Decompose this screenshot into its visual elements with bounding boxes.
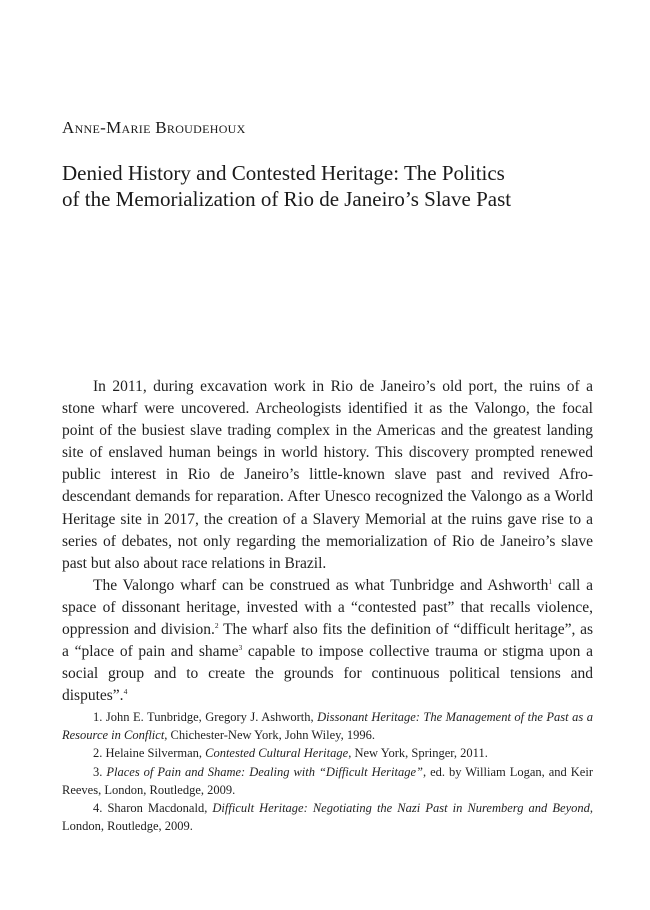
footnote-text: , London, Routledge, 2009. — [62, 801, 593, 834]
footnote-book-title: Contested Cultural Heritage — [205, 746, 349, 761]
footnotes — [62, 708, 593, 835]
paragraph-2-text-4: capable to impose collective trauma or stigma upon a social group and to create the grounds for continuous political tensions and disputes”. — [62, 643, 593, 705]
footnote-book-title: Dissonant Heritage: The Management of the Past as a Resource in Conflict — [62, 710, 593, 743]
footnote-number: 1. — [93, 710, 103, 724]
footnote-text: , ed. by William Logan, and Keir Reeves, London, Routledge, 2009. — [62, 764, 593, 797]
footnote-number: 4. — [93, 801, 103, 816]
footnote-ref-2: 2 — [214, 621, 219, 631]
footnote-book-title: Places of Pain and Shame: Dealing with “Difficult Heritage” — [106, 764, 423, 779]
paragraph-2-text-3: The wharf also fits the definition of “difficult heritage”, as a “place of pain and shame — [62, 621, 593, 661]
paragraph-2-text-2: call a space of dissonant heritage, invested with a “contested past” that recalls violence, oppression and division. — [62, 576, 593, 639]
footnote-3 — [62, 763, 593, 799]
footnote-text: , New York, Springer, 2011. — [348, 746, 488, 761]
footnote-book-title: Difficult Heritage: Negotiating the Nazi Past in Nuremberg and Beyond — [212, 801, 590, 816]
body-paragraph-2 — [62, 575, 593, 708]
footnote-number: 2. — [93, 746, 103, 761]
footnote-text: Sharon Macdonald, — [102, 801, 213, 816]
title-line-1: Denied History and Contested Heritage: The Politics — [62, 161, 505, 185]
body-paragraph-1: In 2011, during excavation work in Rio de Janeiro’s old port, the ruins of a stone wharf were uncovered. Archeologists identified it as the Valongo, the focal point of the busiest slave trading complex in the Americas and the greatest landing site of enslaved human beings in world history. This discovery prompted renewed public interest in Rio de Janeiro’s little-known slave past and revived Afro-descendant demands for reparation. After Unesco recognized the Valongo as a World Heritage site in 2017, the creation of a Slavery Memorial at the ruins gave rise to a series of debates, not only regarding the memorialization of Rio de Janeiro’s slave past but also about race relations in Brazil. — [62, 378, 593, 572]
author-name: Anne-Marie Broudehoux — [62, 118, 246, 137]
footnote-text: , Chichester-New York, John Wiley, 1996. — [164, 728, 375, 743]
footnote-text: Helaine Silverman, — [102, 746, 206, 761]
article-body — [62, 376, 593, 707]
title-line-2: of the Memorialization of Rio de Janeiro’s Slave Past — [62, 187, 512, 211]
footnote-text: John E. Tunbridge, Gregory J. Ashworth, — [102, 710, 318, 724]
footnote-2 — [62, 744, 593, 762]
footnote-number: 3. — [93, 764, 103, 779]
footnote-ref-4: 4 — [123, 687, 128, 697]
footnote-ref-1: 1 — [548, 576, 553, 586]
paragraph-2-text-1: The Valongo wharf can be construed as what Tunbridge and Ashworth — [93, 576, 549, 594]
article-title — [62, 160, 602, 212]
footnote-4 — [62, 799, 593, 835]
footnote-1 — [62, 708, 593, 744]
footnote-ref-3: 3 — [238, 643, 243, 653]
